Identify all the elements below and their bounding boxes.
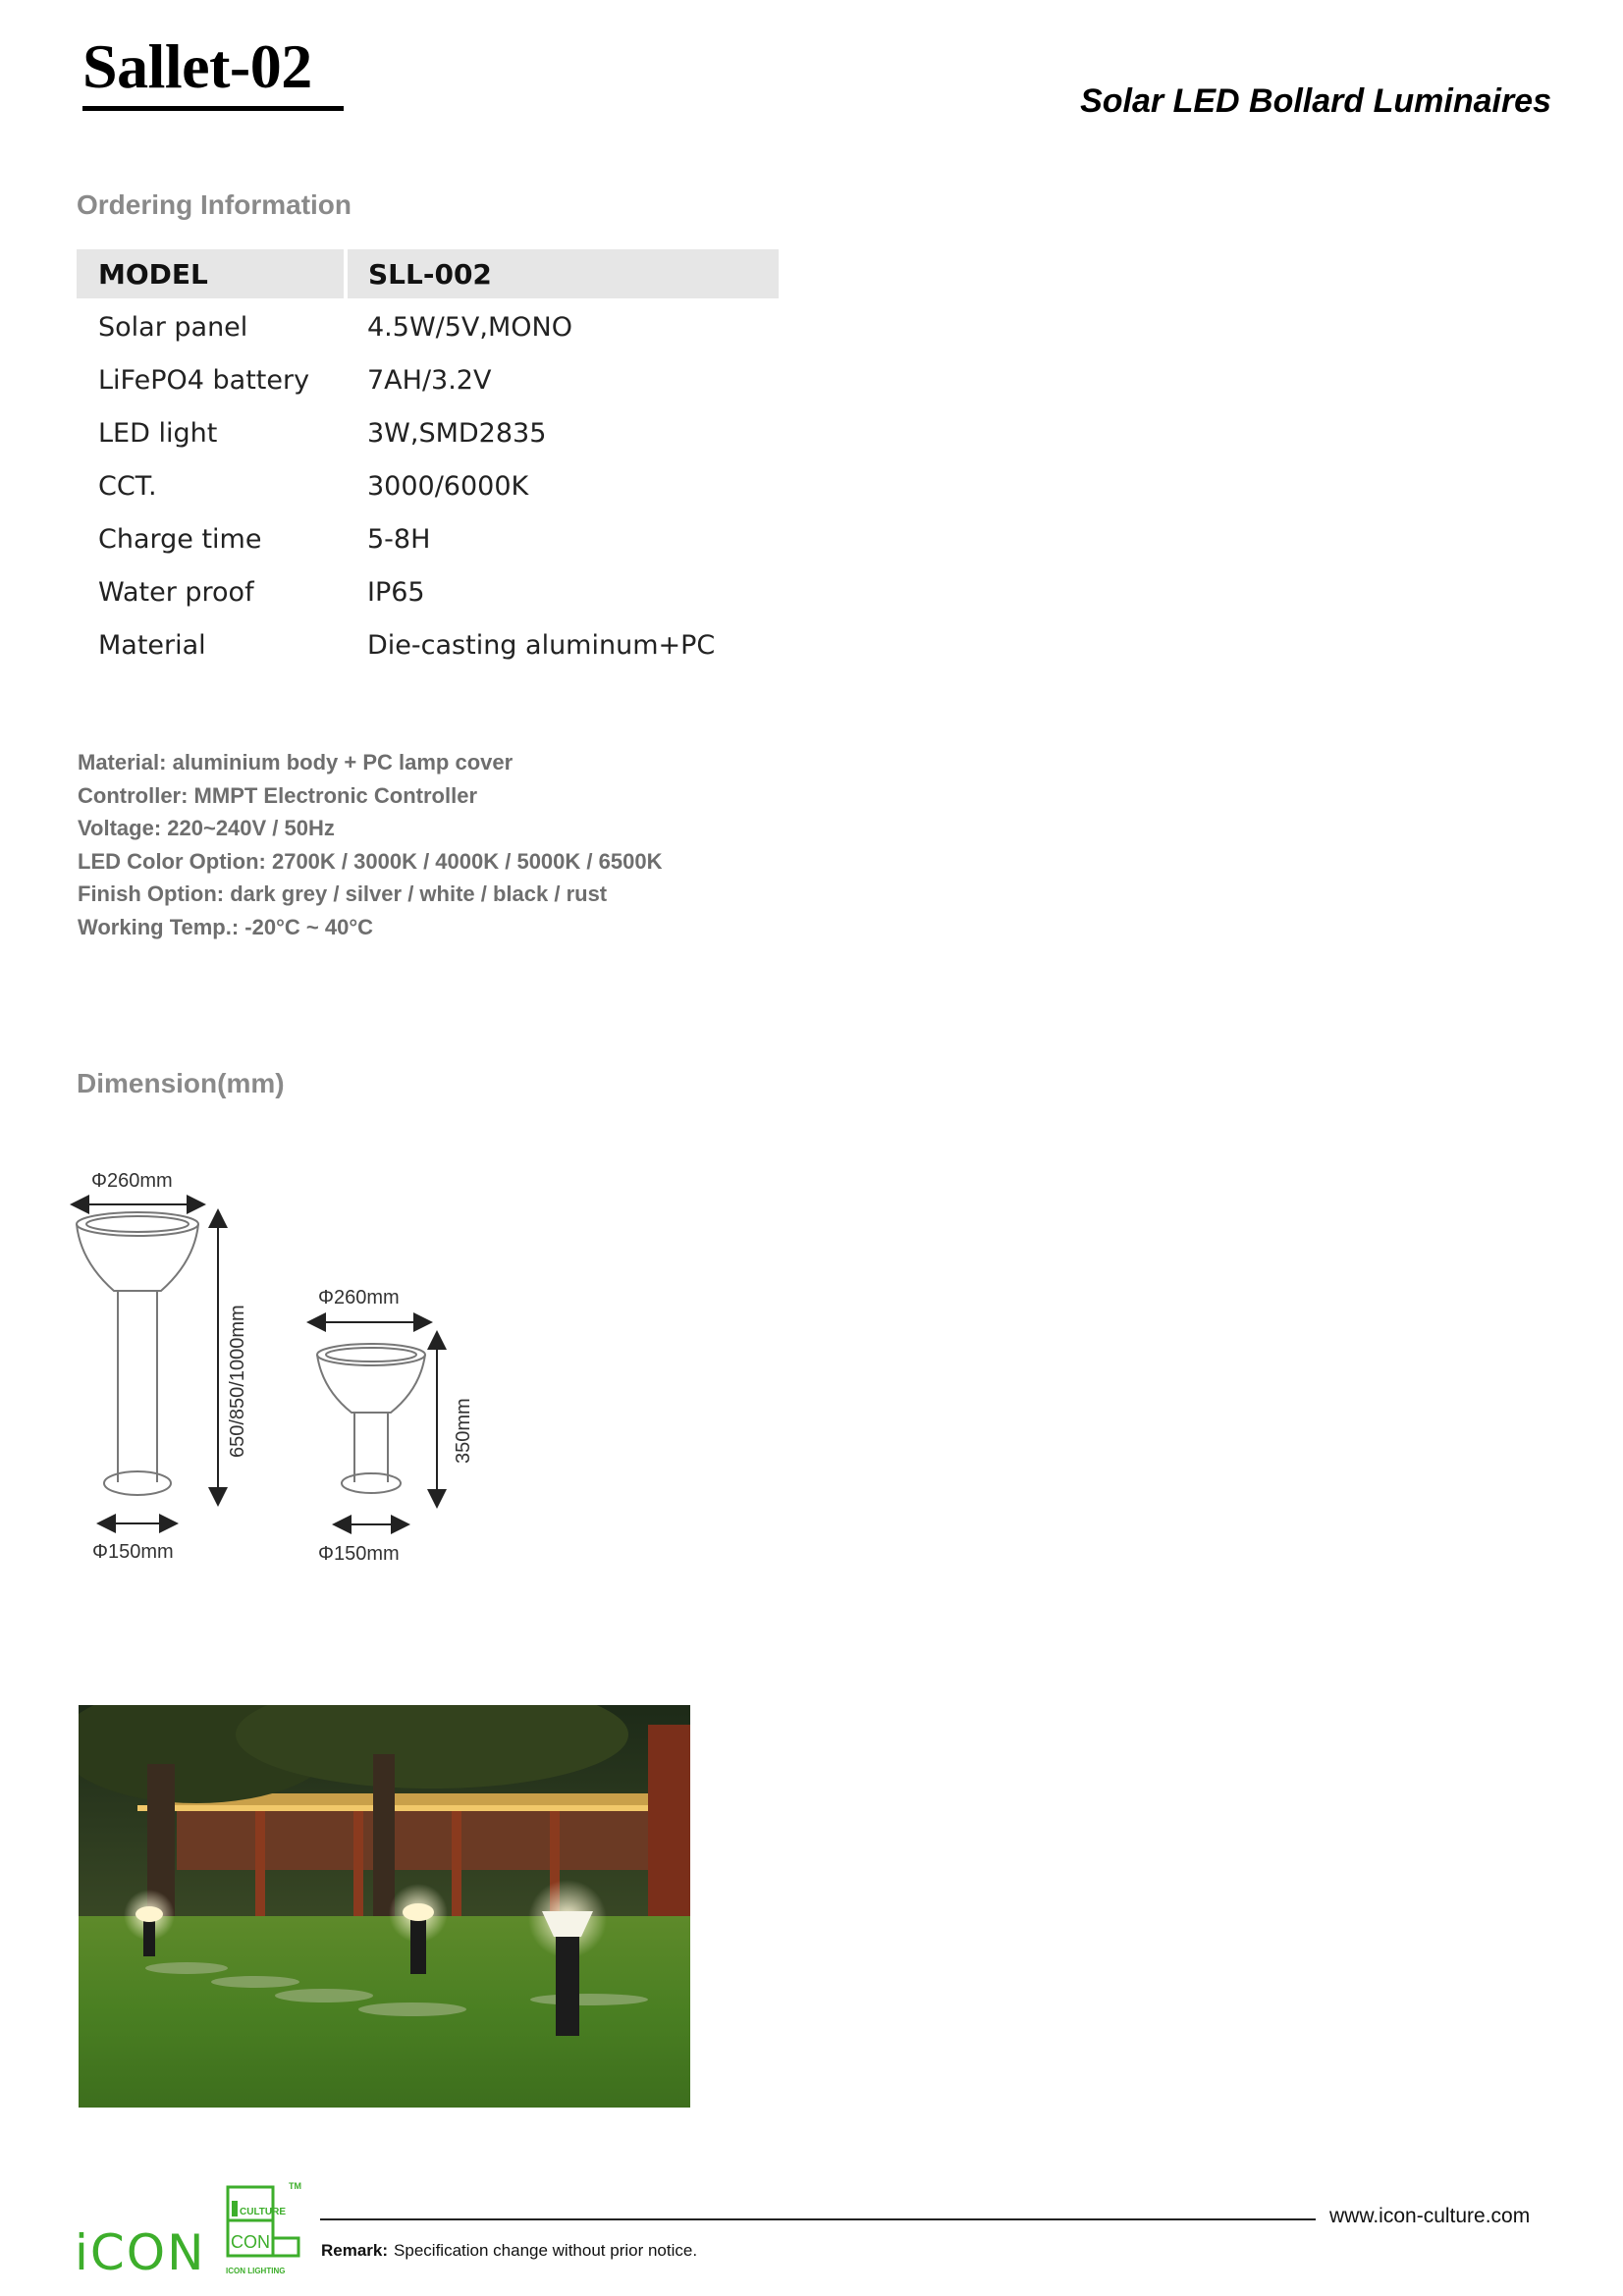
row-label: Water proof bbox=[98, 577, 254, 608]
column-header-sku: SLL-002 bbox=[368, 258, 492, 291]
document-title: Sallet-02 bbox=[82, 31, 312, 101]
document-subtitle: Solar LED Bollard Luminaires bbox=[1080, 82, 1551, 120]
feature-led-color: LED Color Option: 2700K / 3000K / 4000K / 5000K / 6500K bbox=[78, 848, 663, 874]
spec-table bbox=[77, 249, 779, 669]
row-label: Charge time bbox=[98, 524, 262, 555]
tall-pole bbox=[118, 1291, 157, 1482]
tall-bollard-drawing bbox=[77, 1212, 198, 1495]
table-row bbox=[77, 457, 779, 510]
remark bbox=[321, 2241, 697, 2261]
tall-top-diameter-label: Φ260mm bbox=[91, 1170, 173, 1192]
feature-working-temp: Working Temp.: -20°C ~ 40°C bbox=[78, 914, 374, 939]
short-lamp-rim bbox=[326, 1348, 416, 1362]
row-value: 5-8H bbox=[367, 524, 431, 555]
feature-finish: Finish Option: dark grey / silver / white / black / rust bbox=[78, 881, 608, 907]
brand-wordmark: iCON bbox=[75, 2224, 206, 2281]
short-bollard-drawing bbox=[317, 1344, 425, 1493]
row-value: IP65 bbox=[367, 577, 425, 608]
short-pole bbox=[354, 1413, 388, 1482]
feature-material: Material: aluminium body + PC lamp cover bbox=[78, 750, 514, 774]
short-base bbox=[342, 1473, 401, 1493]
table-row bbox=[77, 510, 779, 563]
logo-culture-text: CULTURE bbox=[240, 2207, 287, 2217]
garden-scene-image bbox=[79, 1705, 690, 2108]
tall-lamp-rim bbox=[86, 1216, 189, 1232]
dimension-drawing bbox=[65, 1153, 497, 1575]
row-value: Die-casting aluminum+PC bbox=[367, 630, 716, 661]
short-top-diameter-label: Φ260mm bbox=[318, 1287, 400, 1308]
short-height-label: 350mm bbox=[453, 1398, 474, 1464]
row-label: LED light bbox=[98, 418, 218, 449]
row-label: LiFePO4 battery bbox=[98, 365, 310, 396]
tall-base bbox=[104, 1471, 171, 1495]
tall-height-label: 650/850/1000mm bbox=[227, 1305, 248, 1458]
feature-controller: Controller: MMPT Electronic Controller bbox=[78, 782, 478, 808]
spec-table-header bbox=[77, 249, 779, 298]
product-photo bbox=[79, 1705, 690, 2108]
feature-list bbox=[78, 746, 662, 944]
table-row bbox=[77, 616, 779, 669]
row-value: 3W,SMD2835 bbox=[367, 418, 547, 449]
row-value: 4.5W/5V,MONO bbox=[367, 312, 572, 343]
table-row bbox=[77, 404, 779, 457]
logo-icon-lighting-text: ICON LIGHTING bbox=[226, 2267, 286, 2275]
ordering-heading: Ordering Information bbox=[77, 189, 352, 220]
logo-con-text: CON bbox=[231, 2232, 270, 2252]
dimension-heading: Dimension(mm) bbox=[77, 1068, 285, 1098]
row-label: Material bbox=[98, 630, 206, 661]
row-label: Solar panel bbox=[98, 312, 248, 343]
tall-base-diameter-label: Φ150mm bbox=[92, 1541, 174, 1563]
icon-culture-logo bbox=[224, 2179, 314, 2281]
row-value: 3000/6000K bbox=[367, 471, 529, 502]
title-underline bbox=[82, 106, 344, 111]
table-row bbox=[77, 298, 779, 351]
remark-text: Specification change without prior notice. bbox=[394, 2241, 698, 2260]
short-base-diameter-label: Φ150mm bbox=[318, 1543, 400, 1565]
table-row bbox=[77, 351, 779, 404]
feature-voltage: Voltage: 220~240V / 50Hz bbox=[78, 816, 335, 841]
header-divider bbox=[344, 249, 348, 298]
tall-lamp-shade bbox=[77, 1224, 198, 1291]
logo-trademark: TM bbox=[289, 2181, 301, 2191]
footer-divider bbox=[320, 2218, 1316, 2220]
row-value: 7AH/3.2V bbox=[367, 365, 492, 396]
column-header-model: MODEL bbox=[98, 258, 208, 291]
remark-label: Remark: bbox=[321, 2241, 389, 2260]
website-link[interactable]: www.icon-culture.com bbox=[1329, 2205, 1531, 2227]
table-row bbox=[77, 563, 779, 616]
row-label: CCT. bbox=[98, 471, 157, 502]
